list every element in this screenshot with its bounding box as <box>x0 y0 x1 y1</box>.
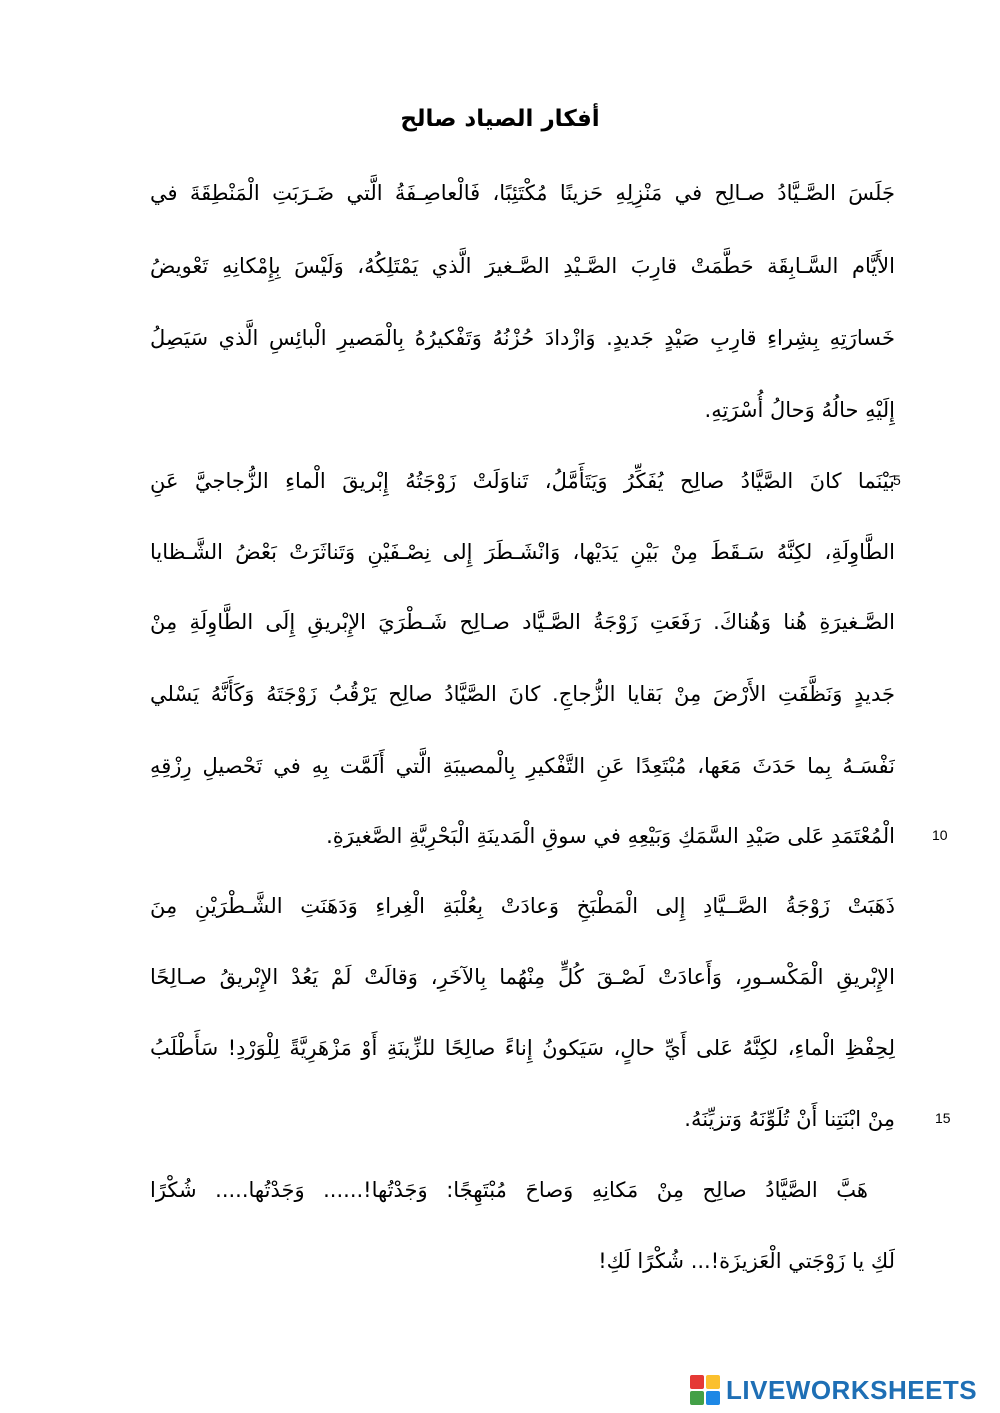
text-line-12: الإِبْريقِ الْمَكْسـورِ، وَأَعادَتْ لَصْـقَ كُلٍّ مِنْهُما بِالآخَرِ، وَقالَتْ لَمْ يَعُدْ الإِبْريقُ صـالِحًا <box>150 965 895 989</box>
text-line-16: لَكِ يا زَوْجَتي الْعَزيزَة!... شُكْرًا لَكِ! <box>598 1249 895 1273</box>
logo-block-red <box>690 1375 704 1389</box>
text-line-9: نَفْسَـهُ بِما حَدَثَ مَعَها، مُبْتَعِدًا عَنِ التَّفْكيرِ بِالْمصيبَةِ الَّتي أَلَمَّت بِهِ في تَحْصيلِ رِزْقِهِ <box>150 754 895 778</box>
text-line-11: ذَهَبَتْ زَوْجَةُ الصَّــيَّادِ إِلى الْمَطْبَخِ وَعادَتْ بِعُلْبَةِ الْغِراءِ وَدَهَنَتِ الشَّـطْرَيْنِ مِنَ <box>150 894 895 918</box>
text-line-13: لِحِفْظِ الْماءِ، لكِنَّهُ عَلى أَيِّ حالٍ، سَيَكونُ إِناءً صالِحًا للزِّينَةِ أَوْ مَزْهَرِيَّةً لِلْوَرْدِ! سَأَطْلَبُ <box>150 1036 895 1060</box>
line-number-10: 10 <box>932 827 948 843</box>
page-title: أفكار الصياد صالح <box>400 106 600 132</box>
text-line-10: الْمُعْتَمَدِ عَلى صَيْدِ السَّمَكِ وَبَيْعِهِ في سوقِ الْمَدينَةِ الْبَحْرِيَّةِ الصَّغيرَةِ. <box>326 824 895 848</box>
text-line-8: جَديدٍ وَنَظَّفَتِ الأَرْضَ مِنْ بَقايا الزُّجاجِ. كانَ الصَّيَّادُ صالِح يَرْقُبُ زَوْجَتَهُ وَكَأَنَّهُ يَسْلي <box>150 682 895 706</box>
brand-name: LIVEWORKSHEETS <box>726 1374 978 1405</box>
text-line-6: الطَّاوِلَةِ، لكِنَّهُ سَـقَطَ مِنْ بَيْنِ يَدَيْها، وَانْشَـطَرَ إِلى نِصْـفَيْنِ وَتَناثَرَتْ بَعْضُ الشَّـظايا <box>150 540 895 564</box>
text-line-15: هَبَّ الصَّيَّادُ صالِح مِنْ مَكانِهِ وَصاحَ مُبْتَهِجًا: وَجَدْتُها!...... وَجَدْتُها..... شُكْرًا <box>150 1178 868 1202</box>
liveworksheets-logo-icon <box>690 1375 720 1405</box>
line-number-5: 5 <box>893 472 901 488</box>
text-line-14: مِنْ ابْنَتِنا أَنْ تُلَوِّنَهُ وَتزيِّنَهُ. <box>684 1107 895 1131</box>
text-line-2: الأَيَّام السَّـابِقَة حَطَّمَتْ قارِبَ الصَّـيْدِ الصَّـغيرَ الَّذي يَمْتَلِكُهُ، وَلَيْسَ بِإِمْكانِهِ تَعْويضُ <box>150 254 895 278</box>
text-line-4: إِلَيْهِ حالُهُ وَحالُ أُسْرَتِهِ. <box>704 398 895 422</box>
text-line-1: جَلَسَ الصَّـيَّادُ صـالِح في مَنْزِلِهِ حَزينًا مُكْتَئِبًا، فَالْعاصِـفَةُ الَّتي ضَـرَبَتِ الْمَنْطِقَةَ في <box>150 181 895 205</box>
liveworksheets-footer[interactable] <box>690 1372 977 1408</box>
text-line-7: الصَّـغيرَةِ هُنا وَهُناكَ. رَفَعَتِ زَوْجَةُ الصَّـيَّاد صـالِح شَـطْرَيَ الإِبْريقِ إِلَى الطَّاوِلَةِ مِنْ <box>150 610 895 634</box>
logo-block-yellow <box>706 1375 720 1389</box>
logo-block-blue <box>706 1391 720 1405</box>
text-line-3: خَسارَتِهِ بِشِراءِ قارِبِ صَيْدٍ جَديدٍ. وَازْدادَ حُزْنُهُ وَتَفْكيرُهُ بِالْمَصيرِ الْبائِسِ الَّذي سَيَصِلُ <box>150 326 895 350</box>
line-number-15: 15 <box>935 1110 951 1126</box>
logo-block-green <box>690 1391 704 1405</box>
text-line-5: بَيْنَما كانَ الصَّيَّادُ صالِح يُفَكِّرُ وَيَتَأَمَّلُ، تَناوَلَتْ زَوْجَتُهُ إِبْريقَ الْماءِ الزُّجاجيَّ عَنِ <box>150 469 895 493</box>
